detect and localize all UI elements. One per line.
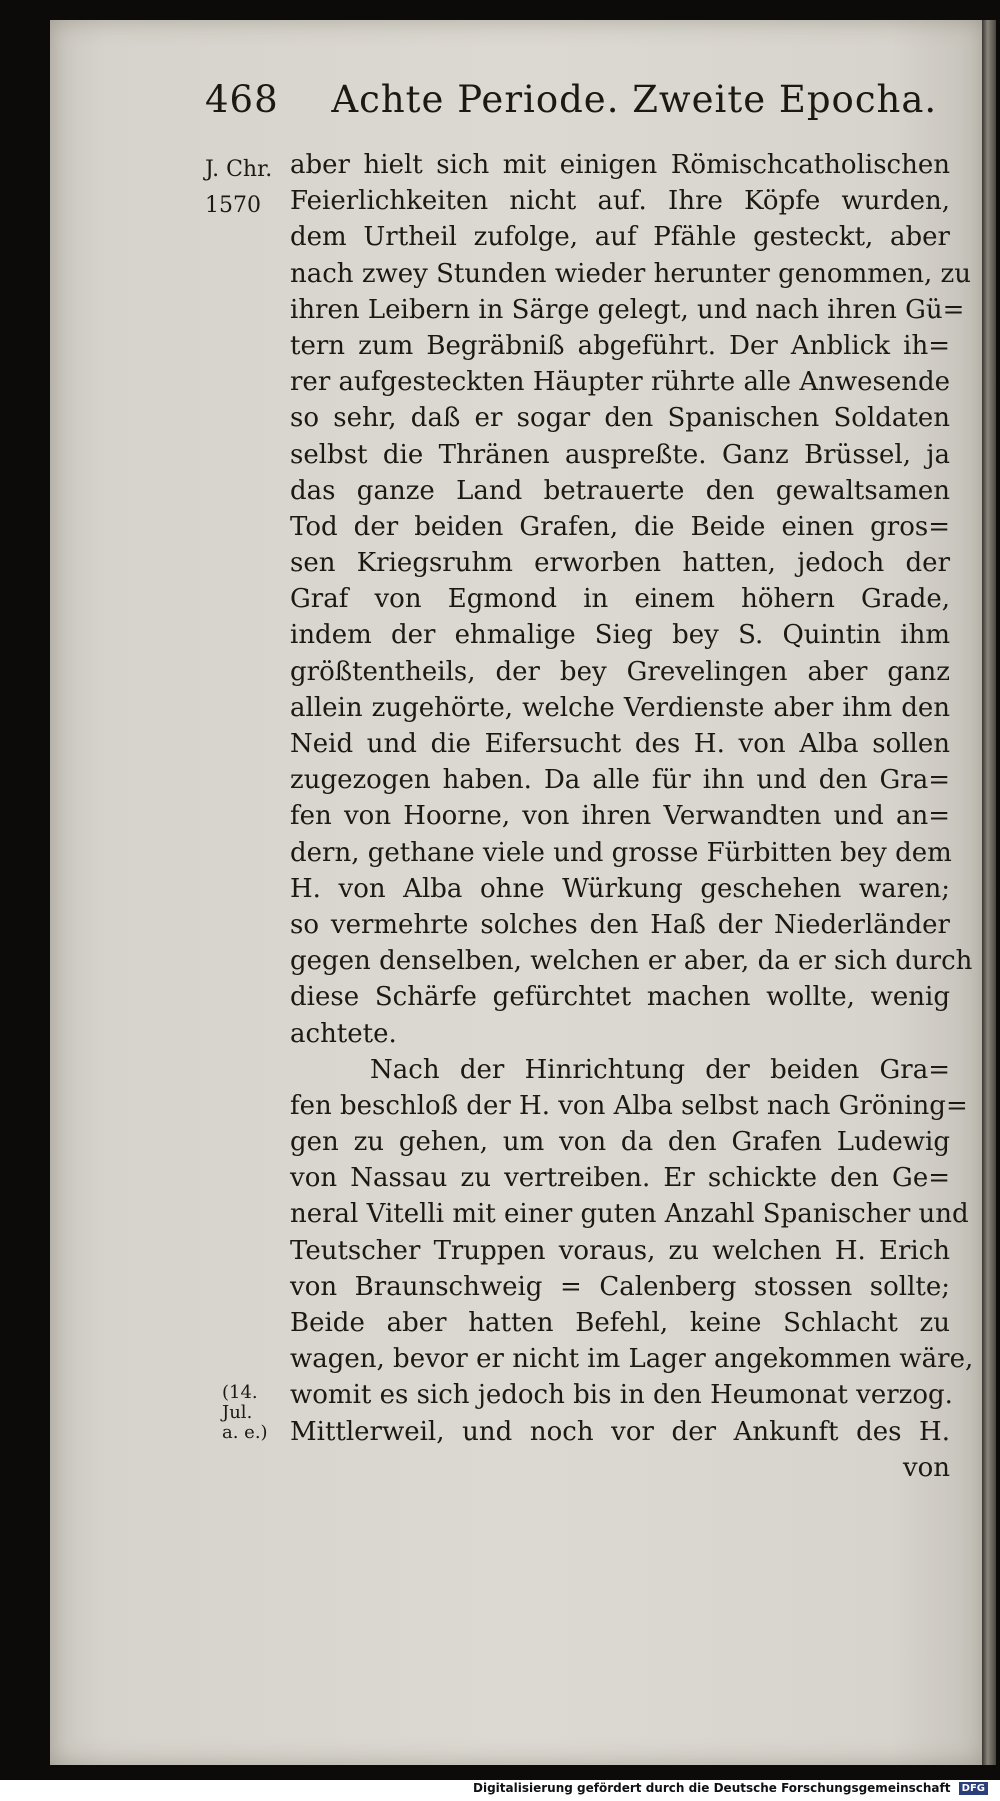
text-line: von Nassau zu vertreiben. Er schickte den Ge= bbox=[290, 1163, 950, 1194]
text-line: dem Urtheil zufolge, auf Pfähle gesteckt, aber bbox=[290, 222, 950, 253]
text-line: Nach der Hinrichtung der beiden Gra= bbox=[370, 1054, 950, 1085]
margin-date-line: (14. bbox=[222, 1382, 258, 1403]
margin-year-label: J. Chr. bbox=[205, 157, 273, 182]
text-line: Tod der beiden Grafen, die Beide einen gros= bbox=[290, 511, 950, 542]
margin-date-line: a. e.) bbox=[222, 1422, 268, 1443]
page-edge bbox=[982, 20, 996, 1765]
text-line: gegen denselben, welchen er aber, da er sich durch bbox=[290, 946, 973, 977]
text-line: von Braunschweig = Calenberg stossen sollte; bbox=[290, 1271, 950, 1302]
text-line: neral Vitelli mit einer guten Anzahl Spanischer und bbox=[290, 1199, 969, 1230]
text-line: allein zugehörte, welche Verdienste aber ihm den bbox=[290, 692, 950, 723]
text-line: größtentheils, der bey Grevelingen aber ganz bbox=[290, 656, 950, 687]
text-line: zugezogen haben. Da alle für ihn und den Gra= bbox=[290, 765, 950, 796]
dfg-logo: DFG bbox=[959, 1782, 988, 1795]
credit-text: Digitalisierung gefördert durch die Deutsche Forschungsgemeinschaft bbox=[473, 1781, 951, 1795]
text-line: so sehr, daß er sogar den Spanischen Soldaten bbox=[290, 403, 950, 434]
running-header bbox=[205, 78, 937, 121]
text-line: gen zu gehen, um von da den Grafen Ludewig bbox=[290, 1127, 950, 1158]
catchword: von bbox=[902, 1452, 950, 1483]
text-line: indem der ehmalige Sieg bey S. Quintin ihm bbox=[290, 620, 950, 651]
text-line: sen Kriegsruhm erworben hatten, jedoch der bbox=[290, 548, 950, 579]
text-line: Mittlerweil, und noch vor der Ankunft des H. bbox=[290, 1416, 950, 1447]
page-number: 468 bbox=[205, 78, 279, 121]
text-line: fen beschloß der H. von Alba selbst nach Gröning= bbox=[290, 1090, 968, 1121]
text-line: Teutscher Truppen voraus, zu welchen H. Erich bbox=[290, 1235, 950, 1266]
running-title: Achte Periode. Zweite Epocha. bbox=[331, 78, 938, 121]
text-line: nach zwey Stunden wieder herunter genommen, zu bbox=[290, 258, 972, 289]
text-line: so vermehrte solches den Haß der Niederländer bbox=[290, 909, 950, 940]
text-line: Beide aber hatten Befehl, keine Schlacht zu bbox=[290, 1308, 950, 1338]
margin-date-note bbox=[222, 1383, 268, 1443]
text-line: Graf von Egmond in einem höhern Grade, bbox=[290, 584, 950, 615]
text-line: tern zum Begräbniß abgeführt. Der Anblick ih= bbox=[290, 330, 950, 361]
text-line: Neid und die Eifersucht des H. von Alba sollen bbox=[290, 729, 950, 759]
text-line: Feierlichkeiten nicht auf. Ihre Köpfe wurden, bbox=[290, 186, 950, 217]
text-line: womit es sich jedoch bis in den Heumonat verzog. bbox=[290, 1380, 953, 1411]
text-line: ihren Leibern in Särge gelegt, und nach ihren Gü= bbox=[290, 294, 965, 325]
digitization-credit bbox=[473, 1781, 988, 1795]
text-line: wagen, bevor er nicht im Lager angekommen wäre, bbox=[290, 1344, 974, 1375]
text-line: diese Schärfe gefürchtet machen wollte, wenig bbox=[290, 982, 950, 1013]
text-line: selbst die Thränen auspreßte. Ganz Brüssel, ja bbox=[290, 439, 950, 470]
text-line: achtete. bbox=[290, 1018, 397, 1049]
text-line: aber hielt sich mit einigen Römischcatholischen bbox=[290, 150, 950, 180]
margin-date-line: Jul. bbox=[222, 1402, 253, 1423]
body-text bbox=[290, 147, 974, 1486]
text-line: das ganze Land betrauerte den gewaltsamen bbox=[290, 475, 950, 506]
margin-year: 1570 bbox=[205, 193, 261, 218]
text-line: fen von Hoorne, von ihren Verwandten und an= bbox=[290, 801, 950, 832]
margin-year-note bbox=[205, 152, 272, 224]
text-line: dern, gethane viele und grosse Fürbitten bey dem bbox=[290, 837, 952, 868]
text-line: rer aufgesteckten Häupter rührte alle Anwesende bbox=[290, 367, 950, 398]
text-line: H. von Alba ohne Würkung geschehen waren; bbox=[290, 873, 950, 904]
